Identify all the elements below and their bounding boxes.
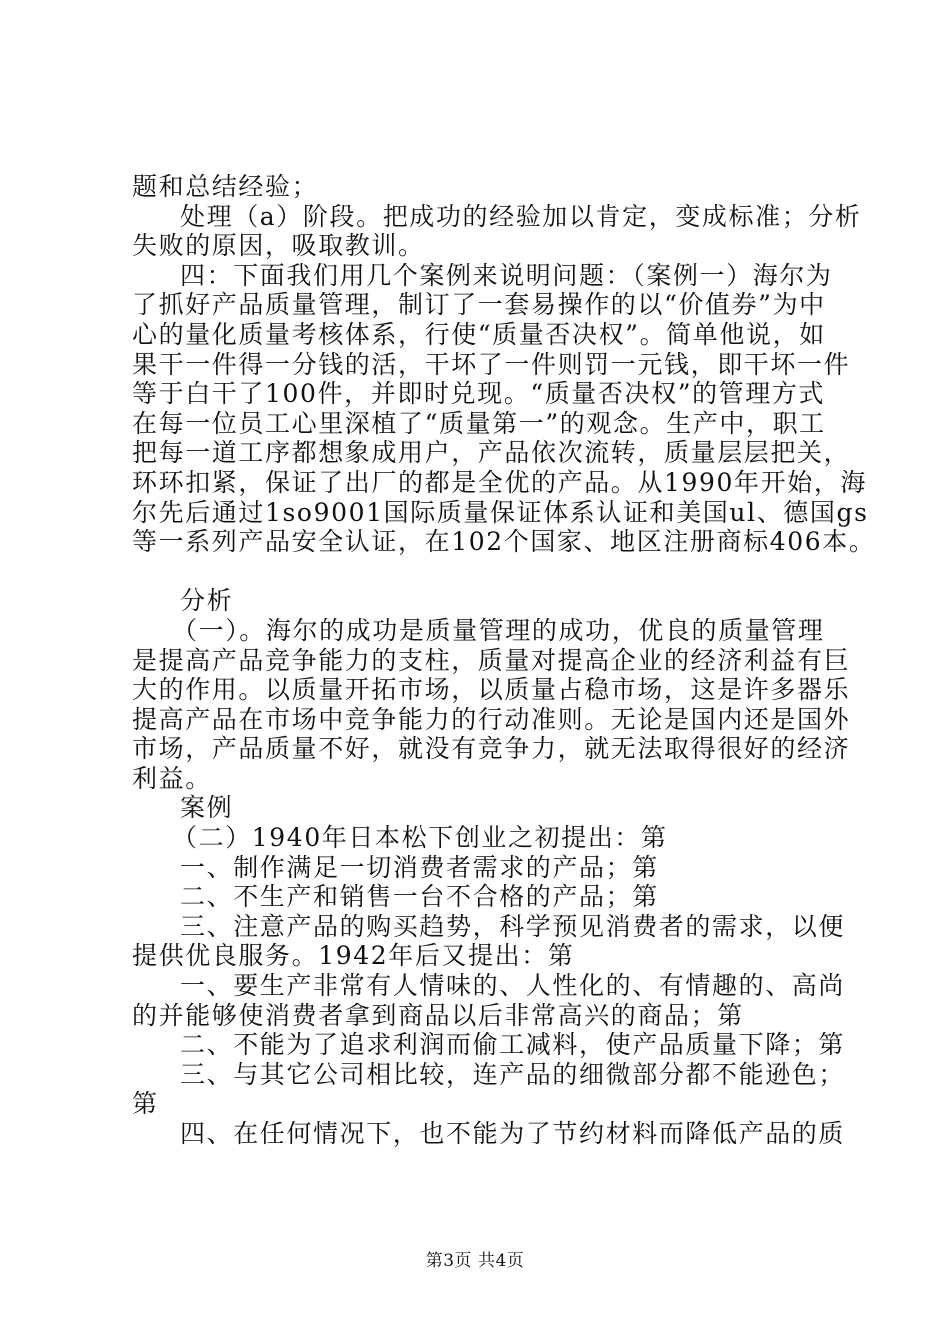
text-line: 心的量化质量考核体系，行使“质量否决权”。简单他说，如 (132, 319, 826, 349)
section-heading: 案例 (180, 793, 234, 823)
text-line: 三、与其它公司相比较，连产品的细微部分都不能逊色； (180, 1059, 846, 1089)
paragraph-gap (132, 557, 832, 587)
text-line: 环环扣紧，保证了出厂的都是全优的产品。从1990年开始，海 (132, 467, 868, 497)
text-line: 市场，产品质量不好，就没有竞争力，就无法取得很好的经济 (132, 734, 851, 764)
text-line: 把每一道工序都想象成用户，产品依次流转，质量层层把关， (132, 438, 851, 468)
text-line: 一、制作满足一切消费者需求的产品；第 (180, 852, 659, 882)
text-line: 是提高产品竞争能力的支柱，质量对提高企业的经济利益有巨 (132, 645, 851, 675)
document-body (132, 172, 876, 1149)
text-line: 失败的原因，吸取教训。 (132, 231, 425, 261)
page-footer: 第3页 共4页 (425, 1251, 525, 1271)
text-line: 在每一位员工心里深植了“质量第一”的观念。生产中，职工 (132, 408, 826, 438)
section-heading: 分析 (180, 586, 234, 616)
text-line: 二、不能为了追求利润而偷工减料，使产品质量下降；第 (180, 1030, 846, 1060)
text-line: 四、在任何情况下，也不能为了节约材料而降低产品的质 (180, 1119, 846, 1148)
text-line: 等一系列产品安全认证，在102个国家、地区注册商标406本。 (132, 527, 876, 557)
text-line: 处理（a）阶段。把成功的经验加以肯定，变成标准；分析 (180, 201, 862, 231)
text-line: 的并能够使消费者拿到商品以后非常高兴的商品；第 (132, 1000, 744, 1030)
text-line: 二、不生产和销售一台不合格的产品；第 (180, 882, 659, 912)
text-line: 果干一件得一分钱的活，干坏了一件则罚一元钱，即干坏一件 (132, 349, 851, 379)
text-line: 了抓好产品质量管理，制订了一套易操作的以“价值券”为中 (132, 290, 826, 320)
text-line: 大的作用。以质量开拓市场，以质量占稳市场，这是许多器乐 (132, 675, 851, 705)
text-line: 第 (132, 1089, 159, 1119)
text-line: 题和总结经验； (132, 172, 319, 201)
text-line: 四：下面我们用几个案例来说明问题：（案例一）海尔为 (180, 260, 833, 290)
text-line: 尔先后通过1so9001国际质量保证体系认证和美国ul、德国gs (132, 497, 869, 527)
text-line: （一）。海尔的成功是质量管理的成功，优良的质量管理 (172, 615, 825, 645)
text-line: 提高产品在市场中竞争能力的行动准则。无论是国内还是国外 (132, 704, 851, 734)
text-line: 三、注意产品的购买趋势，科学预见消费者的需求，以便 (180, 911, 846, 941)
text-line: 等于白干了100件，并即时兑现。“质量否决权”的管理方式 (132, 379, 826, 409)
text-line: 提供优良服务。1942年后又提出：第 (132, 941, 575, 971)
text-line: 利益。 (132, 763, 212, 793)
text-line: 一、要生产非常有人情味的、人性化的、有情趣的、高尚 (180, 971, 846, 1001)
text-line: （二）1940年日本松下创业之初提出：第 (172, 823, 668, 853)
